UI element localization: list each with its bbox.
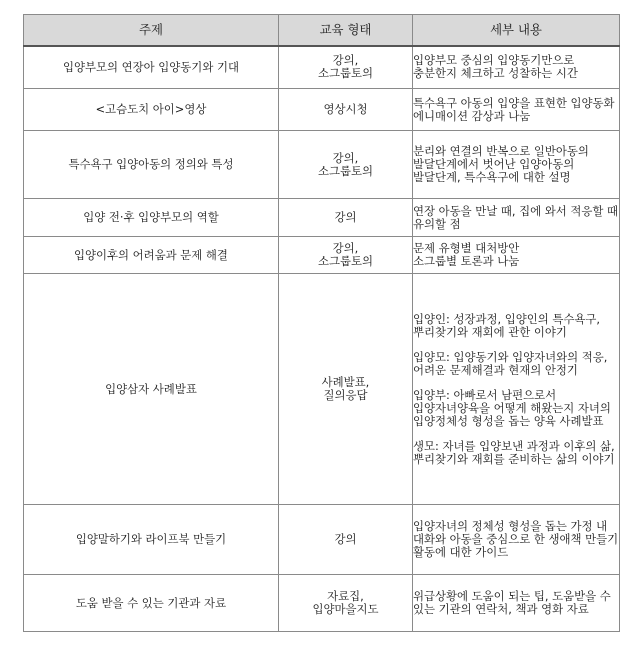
format-cell [279,199,413,237]
topic-cell: <고슴도치 아이>영상 [24,89,279,131]
detail-text: 소그룹별 토론과 나눔 [413,254,520,268]
header-row [24,15,620,46]
table-row [24,199,620,237]
topic-cell: 입양삼자 사례발표 [24,274,279,505]
table-row [24,89,620,131]
format-line: 영상시청 [323,102,368,116]
curriculum-table [23,14,620,632]
detail-text: 입양부: 아빠로서 남편으로서 입양자녀양육을 어떻게 해왔는지 자녀의 입양정체성 형성을 돕는 양육 사례발표 [413,387,611,428]
format-line: 강의, [332,150,359,165]
format-cell [279,575,413,632]
topic-cell: 입양부모의 연장아 입양동기와 기대 [24,46,279,89]
detail-cell [413,46,620,89]
table-row [24,46,620,89]
detail-text: 입양자녀의 정체성 형성을 돕는 가정 내 대화와 아동을 중심으로 한 생애책 만들기 활동에 대한 가이드 [413,519,619,559]
format-line: 소그룹토의 [317,254,374,268]
format-cell [279,131,413,199]
detail-cell [413,274,620,505]
detail-cell [413,505,620,575]
format-cell [279,89,413,131]
table-row [24,131,620,199]
detail-cell [413,199,620,237]
detail-cell [413,237,620,274]
detail-cell [413,575,620,632]
table-row [24,274,620,505]
format-line: 강의, [332,53,359,68]
detail-cell [413,131,620,199]
topic-cell: 도움 받을 수 있는 기관과 자료 [24,575,279,632]
format-cell [279,237,413,274]
format-cell [279,46,413,89]
topic-cell: 입양 전·후 입양부모의 역할 [24,199,279,237]
detail-text: 생모: 자녀를 입양보낸 과정과 이후의 삶, 뿌리찾기와 재회를 준비하는 삶의 이야기 [413,438,615,466]
detail-text: 입양부모 중심의 입양동기만으로 충분한지 체크하고 성찰하는 시간 [413,53,578,81]
topic-cell: 특수욕구 입양아동의 정의와 특성 [24,131,279,199]
format-line: 강의 [334,210,357,224]
header-details: 세부 내용 [413,15,620,46]
detail-text: 연장 아동을 만날 때, 집에 와서 적응할 때 유의할 점 [413,203,619,231]
table-row [24,575,620,632]
format-line: 소그룹토의 [317,66,374,81]
table-row [24,505,620,575]
format-line: 사례발표, [321,375,370,389]
table-row [24,237,620,274]
detail-text: 입양인: 성장과정, 입양인의 특수욕구, 뿌리찾기와 재회에 관한 이야기 [413,311,600,339]
header-format: 교육 형태 [279,15,413,46]
detail-text: 입양모: 입양동기와 입양자녀와의 적응, 어려운 문제해결과 현재의 안정기 [413,349,608,377]
detail-text: 분리와 연결의 반복으로 일반아동의 발달단계에서 벗어난 입양아동의 발달단계, 특수욕구에 대한 설명 [413,144,589,184]
detail-text: 문제 유형별 대처방안 [413,241,520,255]
format-line: 질의응답 [323,388,368,402]
format-line: 소그룹토의 [317,163,374,178]
topic-cell: 입양이후의 어려움과 문제 해결 [24,237,279,274]
topic-cell: 입양말하기와 라이프북 만들기 [24,505,279,575]
format-cell [279,274,413,505]
format-cell [279,505,413,575]
detail-cell [413,89,620,131]
format-line: 강의 [334,532,357,546]
format-line: 강의, [332,241,359,255]
detail-text: 특수욕구 아동의 입양을 표현한 입양동화 에니매이션 감상과 나눔 [413,95,615,123]
header-topic: 주제 [24,15,279,46]
format-line: 자료집, [327,589,364,603]
detail-text: 위급상황에 도움이 되는 팁, 도움받을 수 있는 기관의 연락처, 책과 영화 자료 [413,589,611,616]
format-line: 입양마을지도 [312,602,379,616]
